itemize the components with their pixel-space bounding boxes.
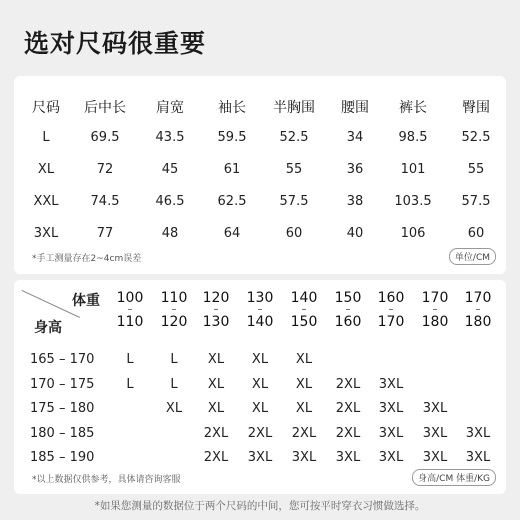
weight-range-8: [465, 290, 492, 330]
recommended-size: 3XL: [378, 426, 404, 441]
size-value: 57.5: [279, 194, 309, 209]
size-value: 72: [96, 162, 114, 177]
weight-range-top: 110: [160, 290, 188, 306]
size-value: 103.5: [394, 194, 432, 209]
height-range: 170 – 175: [30, 377, 95, 392]
weight-range-7: [422, 290, 449, 330]
recommended-size: 3XL: [378, 401, 404, 416]
size-value: 60: [285, 226, 303, 241]
footer-note: *如果您测量的数据位于两个尺码的中间，您可按平时穿衣习惯做选择。: [94, 500, 426, 512]
recommended-size: 3XL: [422, 426, 448, 441]
weight-range-6: [378, 290, 405, 330]
height-range: 180 – 185: [30, 426, 95, 441]
recommended-size: 3XL: [422, 450, 448, 465]
weight-range-bottom: 180: [464, 314, 492, 330]
recommended-size: XL: [207, 377, 225, 392]
weight-range-dash: –: [257, 304, 263, 315]
size-header-4: 半胸围: [273, 100, 315, 116]
weight-range-1: [161, 290, 188, 330]
weight-range-top: 170: [464, 290, 492, 306]
weight-header: 体重: [72, 293, 100, 309]
size-value: 74.5: [90, 194, 120, 209]
weight-range-0: [117, 290, 144, 330]
recommended-size: 3XL: [465, 450, 491, 465]
weight-range-dash: –: [475, 304, 481, 315]
recommended-size: 3XL: [247, 450, 273, 465]
weight-range-bottom: 160: [334, 314, 362, 330]
recommended-size: XL: [251, 377, 269, 392]
recommended-size: 2XL: [291, 426, 317, 441]
unit-badge: 单位/CM: [449, 248, 496, 265]
size-value: 52.5: [461, 130, 491, 145]
size-value: 59.5: [217, 130, 247, 145]
weight-range-bottom: 170: [377, 314, 405, 330]
reference-note: *以上数据仅供参考，具体请咨询客服: [32, 475, 181, 485]
weight-range-dash: –: [171, 304, 177, 315]
weight-range-bottom: 120: [160, 314, 188, 330]
recommended-size: 2XL: [247, 426, 273, 441]
size-value: 98.5: [398, 130, 428, 145]
recommended-size: L: [170, 352, 178, 367]
recommended-size: 3XL: [335, 450, 361, 465]
recommended-size: 2XL: [203, 426, 229, 441]
recommended-size: 3XL: [465, 426, 491, 441]
recommended-size: 2XL: [335, 401, 361, 416]
recommended-size: 2XL: [335, 426, 361, 441]
size-header-3: 袖长: [218, 100, 246, 116]
size-value: 45: [161, 162, 179, 177]
recommended-size: 3XL: [422, 401, 448, 416]
height-header: 身高: [34, 320, 62, 336]
size-value: 34: [346, 130, 364, 145]
weight-range-dash: –: [127, 304, 133, 315]
weight-range-top: 130: [246, 290, 274, 306]
weight-range-bottom: 180: [421, 314, 449, 330]
weight-range-dash: –: [301, 304, 307, 315]
size-header-2: 肩宽: [156, 100, 184, 116]
weight-range-top: 120: [202, 290, 230, 306]
recommended-size: L: [170, 377, 178, 392]
recommended-size: XL: [251, 401, 269, 416]
size-value: 43.5: [155, 130, 185, 145]
weight-range-2: [203, 290, 230, 330]
size-header-1: 后中长: [84, 100, 126, 116]
size-value: 106: [400, 226, 426, 241]
size-value: 60: [467, 226, 485, 241]
recommended-size: 3XL: [378, 450, 404, 465]
weight-range-dash: –: [388, 304, 394, 315]
size-value: 101: [400, 162, 426, 177]
size-value: 64: [223, 226, 241, 241]
size-header-5: 腰围: [341, 100, 369, 116]
unit-badge-height-weight: 身高/CM 体重/KG: [412, 469, 496, 486]
weight-range-bottom: 130: [202, 314, 230, 330]
weight-range-dash: –: [213, 304, 219, 315]
size-label: L: [42, 130, 50, 145]
weight-range-dash: –: [432, 304, 438, 315]
recommended-size: XL: [295, 377, 313, 392]
size-header-0: 尺码: [32, 100, 60, 116]
size-value: 55: [285, 162, 303, 177]
recommended-size: 3XL: [378, 377, 404, 392]
recommended-size: XL: [165, 401, 183, 416]
size-value: 77: [96, 226, 114, 241]
recommended-size: XL: [251, 352, 269, 367]
weight-range-5: [335, 290, 362, 330]
recommended-size: L: [126, 352, 134, 367]
size-value: 48: [161, 226, 179, 241]
size-value: 38: [346, 194, 364, 209]
recommended-size: 3XL: [291, 450, 317, 465]
size-value: 36: [346, 162, 364, 177]
recommended-size: 2XL: [335, 377, 361, 392]
recommended-size: 2XL: [203, 450, 229, 465]
weight-range-top: 100: [116, 290, 144, 306]
size-label: XL: [37, 162, 55, 177]
weight-range-4: [291, 290, 318, 330]
recommended-size: L: [126, 377, 134, 392]
weight-range-top: 150: [334, 290, 362, 306]
size-value: 55: [467, 162, 485, 177]
page-title: 选对尺码很重要: [24, 29, 207, 58]
size-value: 62.5: [217, 194, 247, 209]
height-range: 165 – 170: [30, 352, 95, 367]
measurement-note: *手工测量存在2~4cm误差: [32, 254, 142, 264]
recommended-size: XL: [207, 352, 225, 367]
size-value: 57.5: [461, 194, 491, 209]
recommended-size: XL: [207, 401, 225, 416]
weight-range-dash: –: [345, 304, 351, 315]
weight-range-top: 160: [377, 290, 405, 306]
size-label: XXL: [33, 194, 59, 209]
weight-range-bottom: 150: [290, 314, 318, 330]
weight-range-top: 170: [421, 290, 449, 306]
size-header-7: 臀围: [462, 100, 490, 116]
size-label: 3XL: [33, 226, 59, 241]
height-range: 175 – 180: [30, 401, 95, 416]
weight-range-3: [247, 290, 274, 330]
height-range: 185 – 190: [30, 450, 95, 465]
size-value: 69.5: [90, 130, 120, 145]
size-value: 61: [223, 162, 241, 177]
size-value: 46.5: [155, 194, 185, 209]
size-header-6: 裤长: [399, 100, 427, 116]
recommended-size: XL: [295, 352, 313, 367]
weight-range-top: 140: [290, 290, 318, 306]
recommended-size: XL: [295, 401, 313, 416]
size-value: 40: [346, 226, 364, 241]
weight-range-bottom: 140: [246, 314, 274, 330]
weight-range-bottom: 110: [116, 314, 144, 330]
size-value: 52.5: [279, 130, 309, 145]
